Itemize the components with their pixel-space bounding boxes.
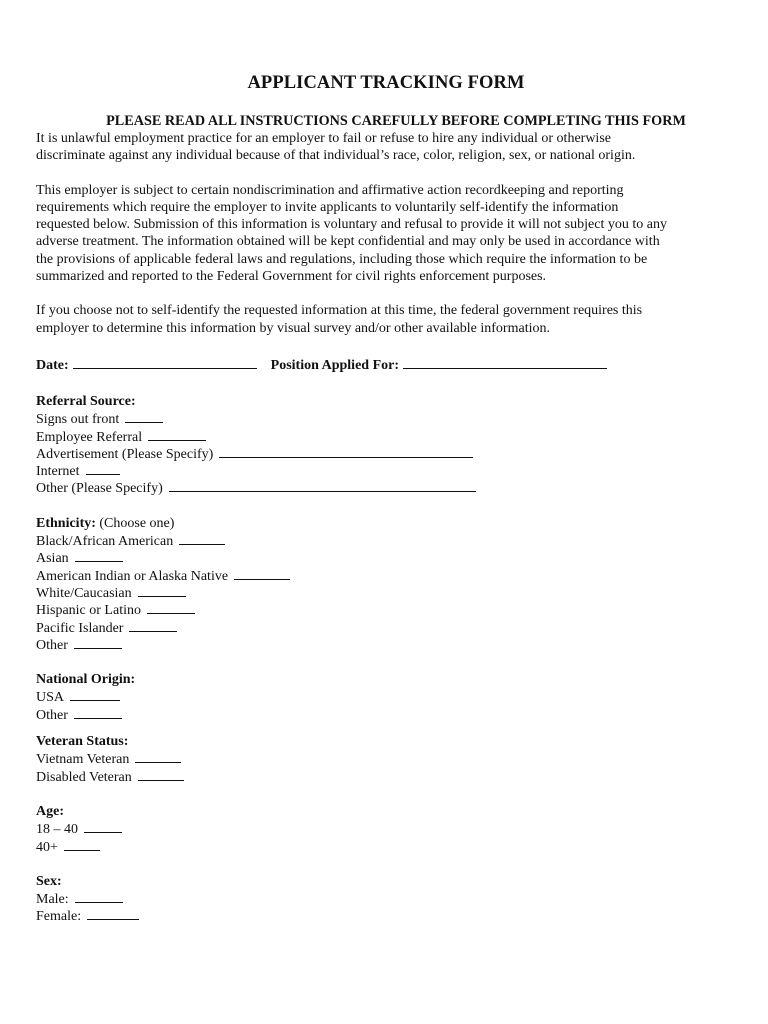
date-field[interactable] xyxy=(73,356,257,369)
ethnicity-native-blank[interactable] xyxy=(234,567,290,580)
paragraph-self-identify: If you choose not to self-identify the requested information at this time, the federal government requires this employer to determine this information by visual survey and/or other available information. xyxy=(36,303,643,336)
position-label: Position Applied For: xyxy=(270,357,400,373)
origin-other-blank[interactable] xyxy=(74,706,122,719)
referral-signs-blank[interactable] xyxy=(125,410,163,423)
veteran-section xyxy=(36,733,736,785)
referral-internet-blank[interactable] xyxy=(86,462,120,475)
age-item: 18 – 40 xyxy=(36,820,736,837)
ethnicity-item: Asian xyxy=(36,549,736,566)
referral-item: Signs out front xyxy=(36,410,736,427)
origin-usa-blank[interactable] xyxy=(70,688,120,701)
ethnicity-heading: Ethnicity: xyxy=(36,515,96,531)
date-position-line xyxy=(36,356,736,374)
referral-item: Advertisement (Please Specify) xyxy=(36,445,736,462)
ethnicity-pacific-blank[interactable] xyxy=(129,619,177,632)
position-field[interactable] xyxy=(403,356,607,369)
veteran-vietnam-blank[interactable] xyxy=(135,750,181,763)
date-label: Date: xyxy=(36,357,69,373)
referral-other-blank[interactable] xyxy=(169,479,476,492)
veteran-disabled-blank[interactable] xyxy=(138,768,184,781)
referral-item: Other (Please Specify) xyxy=(36,479,736,496)
referral-advertisement-blank[interactable] xyxy=(219,445,473,458)
referral-section xyxy=(36,393,736,497)
national-origin-heading: National Origin: xyxy=(36,672,136,688)
sex-female-blank[interactable] xyxy=(87,907,139,920)
ethnicity-note: (Choose one) xyxy=(99,515,175,531)
instructions-heading: PLEASE READ ALL INSTRUCTIONS CAREFULLY BEFORE COMPLETING THIS FORM xyxy=(106,113,686,129)
referral-item: Employee Referral xyxy=(36,428,736,445)
sex-male-blank[interactable] xyxy=(75,890,123,903)
form-title: APPLICANT TRACKING FORM xyxy=(247,73,525,93)
referral-employee-blank[interactable] xyxy=(148,428,206,441)
ethnicity-item: Hispanic or Latino xyxy=(36,601,736,618)
ethnicity-section xyxy=(36,515,736,653)
ethnicity-item: Other xyxy=(36,636,736,653)
sex-heading: Sex: xyxy=(36,873,62,889)
paragraph-recordkeeping: This employer is subject to certain nondiscrimination and affirmative action recordkeeping and reporting requirements which require the employer to invite applicants to voluntarily self-identify the information requested below. Submission of this information is voluntary and refusal to provide it will not subject you to any adverse treatment. The information obtained will be kept confidential and may only be used in accordance with the provisions of applicable federal laws and regulations, including those which require the information to be summarized and reported to the Federal Government for civil rights enforcement purposes. xyxy=(36,182,667,285)
national-origin-item: USA xyxy=(36,688,736,705)
age-section xyxy=(36,803,736,855)
sex-item: Male: xyxy=(36,890,736,907)
referral-heading: Referral Source: xyxy=(36,393,136,409)
national-origin-item: Other xyxy=(36,706,736,723)
age-item: 40+ xyxy=(36,838,736,855)
form-page xyxy=(36,72,736,925)
referral-item: Internet xyxy=(36,462,736,479)
ethnicity-black-blank[interactable] xyxy=(179,532,225,545)
national-origin-section xyxy=(36,671,736,723)
veteran-item: Disabled Veteran xyxy=(36,768,736,785)
ethnicity-item: Black/African American xyxy=(36,532,736,549)
sex-item: Female: xyxy=(36,907,736,924)
ethnicity-white-blank[interactable] xyxy=(138,584,186,597)
age-40-plus-blank[interactable] xyxy=(64,838,100,851)
ethnicity-item: Pacific Islander xyxy=(36,619,736,636)
ethnicity-other-blank[interactable] xyxy=(74,636,122,649)
veteran-item: Vietnam Veteran xyxy=(36,750,736,767)
ethnicity-asian-blank[interactable] xyxy=(75,549,123,562)
age-18-40-blank[interactable] xyxy=(84,820,122,833)
age-heading: Age: xyxy=(36,803,64,819)
ethnicity-item: American Indian or Alaska Native xyxy=(36,567,736,584)
paragraph-unlawful: It is unlawful employment practice for an employer to fail or refuse to hire any individual or otherwise discriminate against any individual because of that individual’s race, color, religion, sex, or national origin. xyxy=(36,131,636,164)
ethnicity-item: White/Caucasian xyxy=(36,584,736,601)
sex-section xyxy=(36,873,736,925)
veteran-heading: Veteran Status: xyxy=(36,734,129,750)
ethnicity-hispanic-blank[interactable] xyxy=(147,601,195,614)
